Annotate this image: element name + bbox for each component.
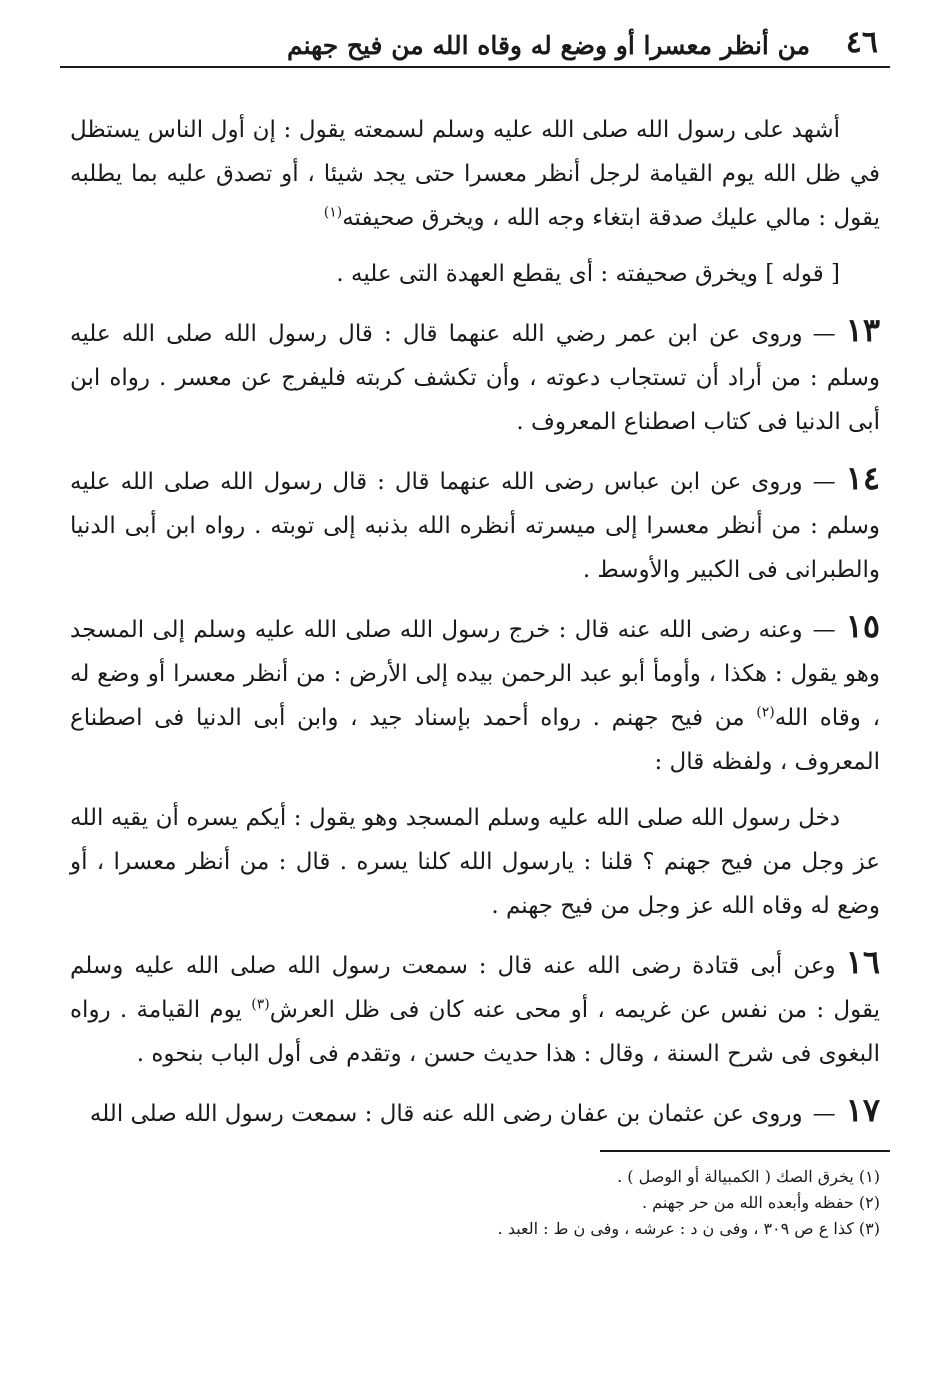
book-page [60, 10, 890, 1365]
hadith-number: ١٥ [845, 607, 880, 645]
footnote-divider [600, 1150, 890, 1152]
paragraph-text: دخل رسول الله صلى الله عليه وسلم المسجد وهو يقول : أيكم يسره أن يقيه الله عز وجل من فيح جهنم ؟ قلنا : يارسول الله كلنا يسره . قال : من أنظر معسرا ، أو وضع له وقاه الله عز وجل من فيح جهنم . [70, 805, 880, 919]
footnote-3: (٣) كذا ع ص ٣٠٩ ، وفى ن د : عرشه ، وفى ن ط : العبد . [497, 1219, 880, 1238]
footnote-1: (١) يخرق الصك ( الكمبيالة أو الوصل ) . [617, 1167, 880, 1186]
footnotes [60, 1164, 890, 1242]
hadith-number: ١٤ [845, 459, 880, 497]
paragraph-gloss [70, 252, 880, 296]
page-body [60, 108, 890, 1136]
hadith-number: ١٦ [845, 943, 880, 981]
paragraph-text: أشهد على رسول الله صلى الله عليه وسلم لسمعته يقول : إن أول الناس يستظل في ظل الله يوم القيامة لرجل أنظر معسرا حتى يجد شيئا ، أو تصدق عليه بما يطلبه يقول : مالي عليك صدقة ابتغاء وجه الله ، ويخرق صحيفته [70, 117, 880, 231]
hadith-17: ١٧—وروى عن عثمان بن عفان رضى الله عنه قال : سمعت رسول الله صلى الله [89, 1091, 880, 1129]
paragraph-text: وعنه رضى الله عنه قال : خرج رسول الله صلى الله عليه وسلم إلى المسجد وهو يقول : هكذا ، وأومأ أبو عبد الرحمن بيده إلى الأرض : من أنظر معسرا أو وضع له ، وقاه الله [70, 617, 880, 731]
running-title: من أنظر معسرا أو وضع له وقاه الله من فيح جهنم [287, 31, 810, 60]
page-number: ٤٦ [845, 25, 878, 60]
paragraph-text: وروى عن عثمان بن عفان رضى الله عنه قال : سمعت رسول الله صلى الله [89, 1101, 803, 1127]
hadith-15: ١٥—وعنه رضى الله عنه قال : خرج رسول الله صلى الله عليه وسلم إلى المسجد وهو يقول : هكذا ، وأومأ أبو عبد الرحمن بيده إلى الأرض : من أنظر معسرا أو وضع له ، وقاه الله$^{(٢)}$ من فيح جهنم . رواه أحمد بإسناد جيد ، وابن أبى الدنيا فى اصطناع المعروف ، ولفظه قال : [70, 607, 880, 775]
footnote-reference: (١) [323, 204, 343, 221]
paragraph-text: وروى عن ابن عباس رضى الله عنهما قال : قال رسول الله صلى الله عليه وسلم : من أنظر معسرا إلى ميسرته أنظره الله بذنبه إلى توبته . رواه ابن أبى الدنيا والطبرانى فى الكبير والأوسط . [70, 469, 880, 583]
paragraph-text: وروى عن ابن عمر رضي الله عنهما قال : قال رسول الله صلى الله عليه وسلم : من أراد أن تستجاب دعوته ، وأن تكشف كربته فليفرج عن معسر . رواه ابن أبى الدنيا فى كتاب اصطناع المعروف . [70, 321, 880, 435]
paragraph-text: وعن أبى قتادة رضى الله عنه قال : سمعت رسول الله صلى الله عليه وسلم يقول : من نفس عن غريمه ، أو محى عنه كان فى ظل العرش [70, 953, 880, 1023]
hadith-16 [70, 940, 880, 1076]
footnote-reference: (٣) [251, 996, 270, 1013]
paragraph-text-tail: من فيح جهنم . رواه أحمد بإسناد جيد ، وابن أبى الدنيا فى اصطناع المعروف ، ولفظه قال : [70, 705, 880, 775]
hadith-14: ١٤—وروى عن ابن عباس رضى الله عنهما قال : قال رسول الله صلى الله عليه وسلم : من أنظر معسرا إلى ميسرته أنظره الله بذنبه إلى توبته . رواه ابن أبى الدنيا والطبرانى فى الكبير والأوسط . [70, 459, 880, 583]
page-header [60, 10, 890, 68]
paragraph-text: [ قوله ] ويخرق صحيفته : أى يقطع العهدة التى عليه . [336, 261, 840, 287]
hadith-13: ١٣—وروى عن ابن عمر رضي الله عنهما قال : قال رسول الله صلى الله عليه وسلم : من أراد أن تستجاب دعوته ، وأن تكشف كربته فليفرج عن معسر . رواه ابن أبى الدنيا فى كتاب اصطناع المعروف . [70, 311, 880, 435]
footnote-2: (٢) حفظه وأبعده الله من حر جهنم . [642, 1193, 880, 1212]
hadith-number: ١٣ [845, 311, 880, 349]
footnote-reference: (٢) [756, 704, 775, 721]
paragraph-continuation [70, 108, 880, 240]
paragraph-text-tail: يوم القيامة . رواه البغوى فى شرح السنة ، وقال : هذا حديث حسن ، وتقدم فى أول الباب بنحوه . [70, 997, 880, 1067]
hadith-15-variant [70, 796, 880, 928]
hadith-number: ١٧ [845, 1091, 880, 1129]
